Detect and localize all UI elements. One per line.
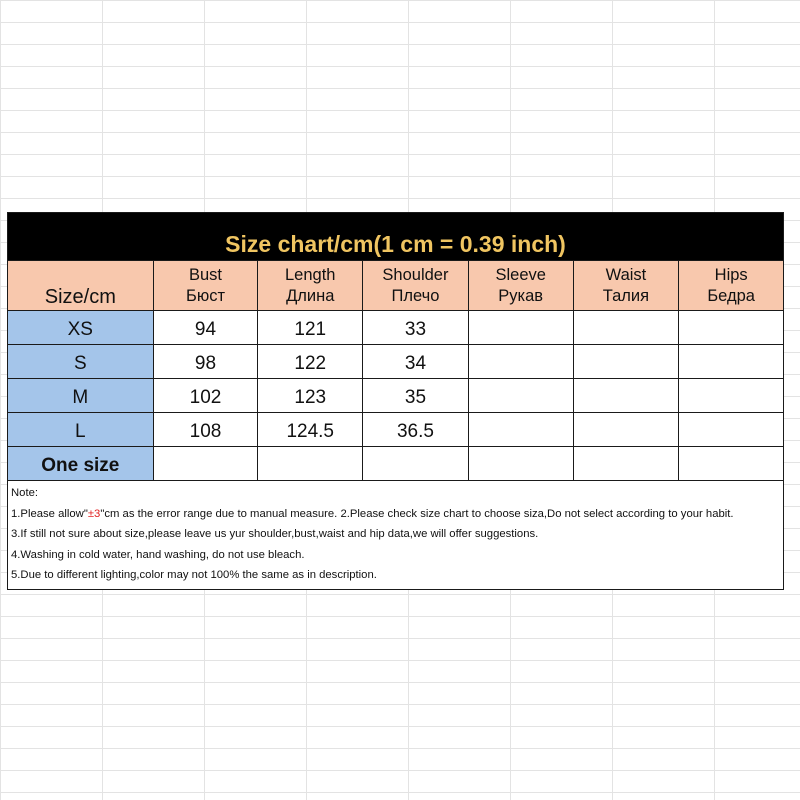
table-cell: 34 bbox=[363, 345, 469, 378]
chart-title: Size chart/cm(1 cm = 0.39 inch) bbox=[8, 213, 783, 261]
header-waist bbox=[574, 261, 680, 310]
header-bust-en: Bust bbox=[188, 265, 222, 284]
header-length-ru: Длина bbox=[286, 286, 335, 305]
header-shoulder bbox=[363, 261, 469, 310]
table-row bbox=[8, 311, 783, 345]
table-cell bbox=[154, 447, 259, 480]
note-line-1 bbox=[11, 504, 781, 525]
header-waist-en: Waist bbox=[605, 265, 647, 284]
note-line-5: 5.Due to different lighting,color may not 100% the same as in description. bbox=[11, 569, 377, 581]
header-sleeve bbox=[469, 261, 574, 310]
table-cell bbox=[574, 345, 680, 378]
table-cell bbox=[469, 379, 574, 412]
table-cell: 36.5 bbox=[363, 413, 469, 446]
header-shoulder-en: Shoulder bbox=[382, 265, 449, 284]
table-cell bbox=[679, 413, 783, 446]
table-row bbox=[8, 379, 783, 413]
header-waist-ru: Талия bbox=[602, 286, 650, 305]
table-cell bbox=[574, 447, 680, 480]
size-label: XS bbox=[8, 311, 154, 344]
table-row bbox=[8, 447, 783, 481]
size-chart-table bbox=[7, 212, 784, 590]
table-cell: 94 bbox=[154, 311, 259, 344]
notes-section bbox=[8, 481, 783, 589]
table-cell bbox=[363, 447, 469, 480]
header-length-en: Length bbox=[284, 265, 336, 284]
header-row bbox=[8, 261, 783, 311]
header-sleeve-ru: Рукав bbox=[498, 286, 544, 305]
header-sleeve-en: Sleeve bbox=[495, 265, 546, 284]
note-line-4: 4.Washing in cold water, hand washing, do not use bleach. bbox=[11, 548, 305, 561]
note-1-prefix: 1.Please allow" bbox=[11, 507, 88, 520]
table-cell bbox=[679, 345, 783, 378]
size-header-cell: Size/cm bbox=[8, 261, 154, 310]
table-cell: 121 bbox=[258, 311, 363, 344]
table-cell: 35 bbox=[363, 379, 469, 412]
table-cell: 102 bbox=[154, 379, 259, 412]
table-cell: 123 bbox=[258, 379, 363, 412]
header-shoulder-ru: Плечо bbox=[391, 286, 440, 305]
note-1-suffix: "cm as the error range due to manual measure. 2.Please check size chart to choose siza,Do not select according to your habit. bbox=[100, 507, 734, 520]
table-cell bbox=[574, 311, 680, 344]
table-row bbox=[8, 345, 783, 379]
table-cell bbox=[679, 311, 783, 344]
table-cell: 108 bbox=[154, 413, 259, 446]
table-cell bbox=[469, 413, 574, 446]
header-bust-ru: Бюст bbox=[185, 286, 225, 305]
size-label: One size bbox=[8, 447, 154, 480]
table-cell bbox=[469, 447, 574, 480]
table-cell bbox=[574, 379, 680, 412]
size-label: L bbox=[8, 413, 154, 446]
size-label: M bbox=[8, 379, 154, 412]
table-cell bbox=[469, 311, 574, 344]
note-1-tolerance: ±3 bbox=[87, 507, 101, 520]
header-hips-ru: Бедра bbox=[707, 286, 755, 305]
table-cell: 98 bbox=[154, 345, 259, 378]
table-cell bbox=[574, 413, 680, 446]
notes-label: Note: bbox=[11, 487, 39, 499]
table-row bbox=[8, 413, 783, 447]
table-cell bbox=[679, 379, 783, 412]
table-cell bbox=[469, 345, 574, 378]
table-cell: 122 bbox=[258, 345, 363, 378]
header-bust bbox=[154, 261, 259, 310]
header-hips-en: Hips bbox=[714, 265, 748, 284]
header-length bbox=[258, 261, 363, 310]
note-line-3: 3.If still not sure about size,please leave us yur shoulder,bust,waist and hip data,we will offer suggestions. bbox=[11, 528, 539, 540]
table-cell: 33 bbox=[363, 311, 469, 344]
size-label: S bbox=[8, 345, 154, 378]
table-cell bbox=[258, 447, 363, 480]
header-hips bbox=[679, 261, 783, 310]
table-cell: 124.5 bbox=[258, 413, 363, 446]
table-cell bbox=[679, 447, 783, 480]
